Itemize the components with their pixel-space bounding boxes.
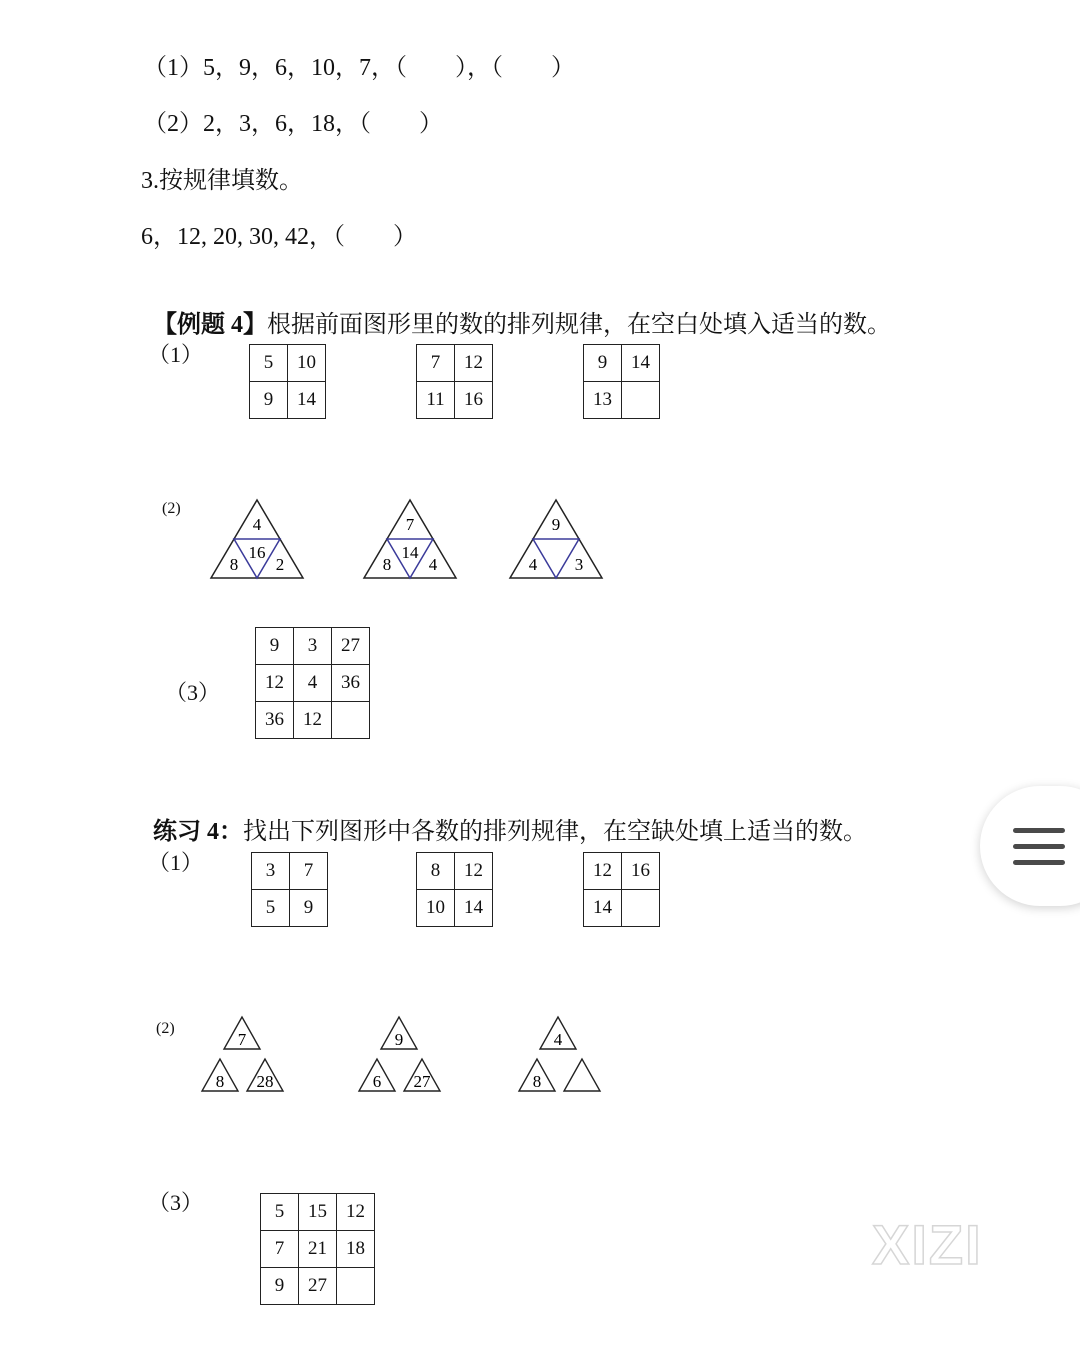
triangle-top-number: 7 (405, 515, 415, 534)
grid-cell: 4 (294, 665, 332, 702)
number-triangle-2 (364, 500, 456, 578)
example-4-part-2-label: (2) (162, 500, 181, 517)
grid-cell: 14 (622, 345, 660, 382)
grid-cell-blank (332, 702, 370, 739)
grid-cell: 14 (455, 890, 493, 927)
question-line-1: （1）5，9，6，10，7，（ ），（ ） (143, 55, 575, 81)
grid-cell: 18 (337, 1231, 375, 1268)
grid-cell: 5 (252, 890, 290, 927)
practice-4-grid-3 (583, 852, 660, 927)
question-line-2: （2）2，3，6，18，（ ） (143, 111, 443, 137)
example-4-part-3-label: （3） (165, 680, 221, 705)
grid-cell: 12 (584, 853, 622, 890)
number-triangle-1 (211, 500, 303, 578)
grid-cell: 16 (622, 853, 660, 890)
grid-cell: 8 (417, 853, 455, 890)
example-4-part-1-label: （1） (148, 342, 204, 367)
triangle-left-number: 6 (372, 1072, 382, 1091)
practice-4-part-1-label: （1） (148, 850, 204, 875)
triangle-top-number: 7 (237, 1030, 247, 1049)
triangle-right-number: 4 (428, 555, 438, 574)
practice-triangle-group-1 (202, 1017, 283, 1091)
grid-cell: 3 (294, 628, 332, 665)
question-3-title: 3.按规律填数。 (141, 168, 303, 194)
grid-cell: 10 (288, 345, 326, 382)
grid-cell: 9 (261, 1268, 299, 1305)
grid-cell: 36 (256, 702, 294, 739)
grid-cell: 7 (417, 345, 455, 382)
grid-cell: 12 (294, 702, 332, 739)
grid-cell: 12 (455, 345, 493, 382)
practice-4-grid-1 (251, 852, 328, 927)
grid-cell: 27 (299, 1268, 337, 1305)
grid-cell: 11 (417, 382, 455, 419)
practice-4-grid-2 (416, 852, 493, 927)
practice-triangle-group-2 (359, 1017, 440, 1091)
practice-4-heading (141, 787, 867, 847)
practice-4-text: 找出下列图形中各数的排列规律，在空缺处填上适当的数。 (243, 819, 867, 845)
example-4-text: 根据前面图形里的数的排列规律，在空白处填入适当的数。 (267, 312, 891, 338)
grid-cell: 3 (252, 853, 290, 890)
question-3-sequence: 6，12, 20, 30, 42，（ ） (141, 224, 417, 250)
grid-cell: 36 (332, 665, 370, 702)
triangle-right-number: 3 (574, 555, 584, 574)
practice-triangle-group-3 (519, 1017, 600, 1091)
practice-4-grid-3x3 (260, 1193, 375, 1305)
grid-cell: 7 (261, 1231, 299, 1268)
triangle-center-number: 14 (401, 543, 419, 562)
grid-cell-blank (337, 1268, 375, 1305)
grid-cell: 16 (455, 382, 493, 419)
grid-cell: 12 (455, 853, 493, 890)
triangle-left-number: 8 (229, 555, 239, 574)
example-4-tag: 【例题 4】 (153, 312, 267, 338)
grid-cell: 9 (290, 890, 328, 927)
triangle-left-number: 8 (532, 1072, 542, 1091)
grid-cell: 27 (332, 628, 370, 665)
grid-cell: 12 (337, 1194, 375, 1231)
triangle-top-number: 9 (394, 1030, 404, 1049)
grid-cell: 5 (261, 1194, 299, 1231)
grid-cell-blank (622, 890, 660, 927)
practice-4-tag: 练习 4： (153, 819, 243, 845)
grid-cell: 10 (417, 890, 455, 927)
grid-cell: 9 (250, 382, 288, 419)
grid-cell: 7 (290, 853, 328, 890)
grid-cell: 14 (584, 890, 622, 927)
grid-cell: 9 (256, 628, 294, 665)
grid-cell: 21 (299, 1231, 337, 1268)
number-triangle-3 (510, 500, 602, 578)
triangle-right-number: 27 (413, 1072, 431, 1091)
triangle-center-number: 16 (248, 543, 266, 562)
triangle-top-number: 4 (252, 515, 262, 534)
practice-4-part-2-label: (2) (156, 1020, 175, 1037)
grid-cell: 14 (288, 382, 326, 419)
example-4-grid-3x3 (255, 627, 370, 739)
triangle-right-number: 2 (275, 555, 285, 574)
triangle-right-number: 28 (256, 1072, 274, 1091)
triangle-top-number: 9 (551, 515, 561, 534)
triangle-left-number: 8 (215, 1072, 225, 1091)
triangle-top-number: 4 (553, 1030, 563, 1049)
grid-cell: 15 (299, 1194, 337, 1231)
grid-cell: 5 (250, 345, 288, 382)
grid-cell: 9 (584, 345, 622, 382)
grid-cell: 13 (584, 382, 622, 419)
grid-cell: 12 (256, 665, 294, 702)
practice-4-part-3-label: （3） (148, 1190, 204, 1215)
watermark-logo: XIZI (872, 1213, 983, 1276)
triangle-left-number: 4 (528, 555, 538, 574)
triangle-left-number: 8 (382, 555, 392, 574)
